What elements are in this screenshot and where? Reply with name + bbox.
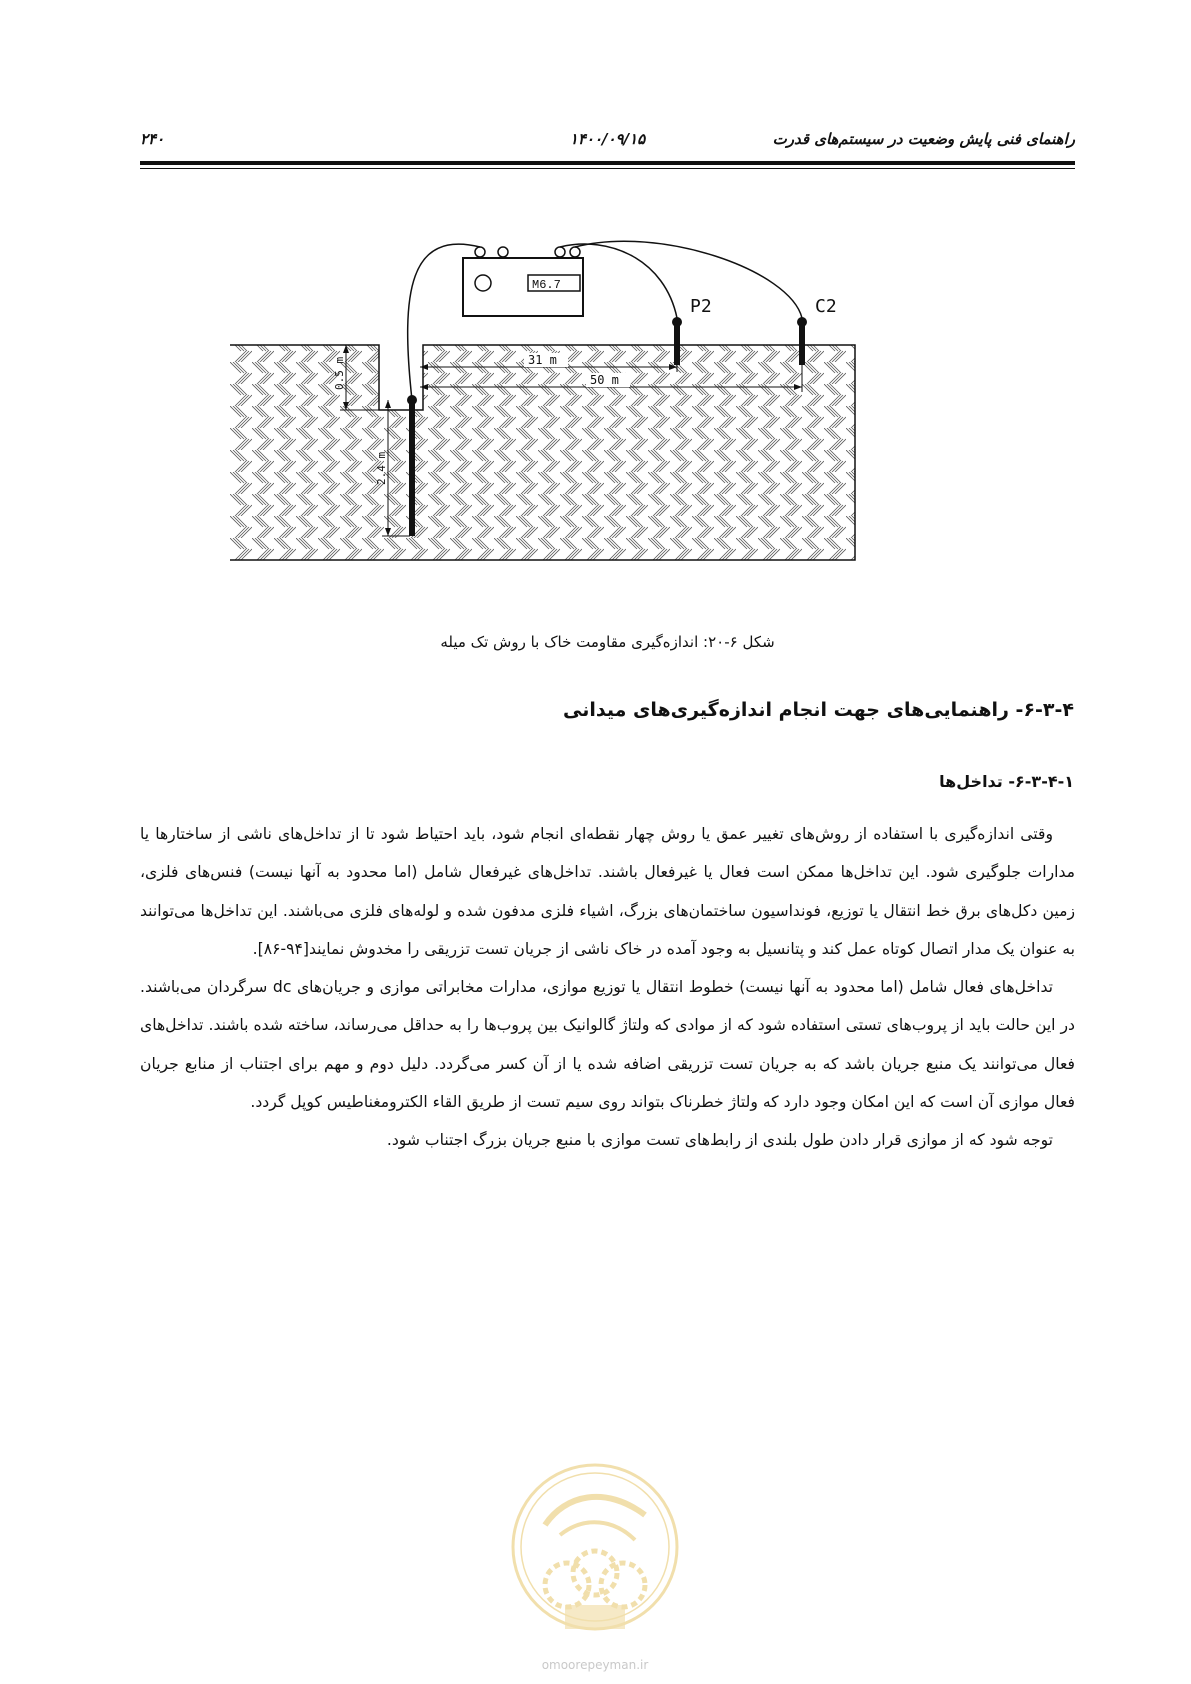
probe-c2	[799, 322, 805, 365]
paragraph: توجه شود که از موازی قرار دادن طول بلندی از رابط‌های تست موازی با منبع جریان بزرگ اجتناب شود.	[386, 1131, 1053, 1150]
driven-rod	[409, 400, 415, 536]
meter-reading: M6.7	[532, 278, 561, 292]
section-heading: ۶-۳-۴- راهنمایی‌های جهت انجام اندازه‌گیری‌های میدانی	[562, 699, 1074, 721]
figure-caption: شکل ۶-۲۰: اندازه‌گیری مقاومت خاک با روش تک میله	[440, 633, 775, 651]
paragraph: تداخل‌های فعال شامل (اما محدود به آنها نیست) خطوط انتقال یا توزیع موازی، مدارات مخابراتی موازی و جریان‌های dc سرگردان می‌باشند. در این حالت باید از پروب‌های تستی استفاده شود که از موادی که ولتاژ گالوانیک بین پروب‌ها را به حداقل می‌رساند، ساخته شده باشند. تداخل‌های فعال می‌توانند یک منبع جریان باشد که به جریان تست تزریقی اضافه شده یا از آن کسر می‌گردد. دلیل دوم و مهم برای اجتناب از منابع جریان فعال موازی آن است که این امکان وجود دارد که ولتاژ خطرناک بتواند روی سیم تست از طریق القاء الکترومغناطیس کوپل گردد.	[140, 978, 1075, 1112]
page-number: ۲۴۰	[140, 130, 165, 148]
label-p2: P2	[690, 296, 712, 317]
paragraph: وقتی اندازه‌گیری با استفاده از روش‌های تغییر عمق یا روش چهار نقطه‌ای انجام شود، باید احتیاط شود تا از تداخل‌های ناشی از ساختارها یا مدارات جلوگیری شود. این تداخل‌ها ممکن است فعال یا غیرفعال باشند. تداخل‌های غیرفعال شامل (اما محدود به آنها نیست) فنس‌های فلزی، زمین دکل‌های برق خط انتقال یا توزیع، فونداسیون ساختمان‌های بزرگ، اشیاء فلزی مدفون شده و لوله‌های فلزی می‌باشند. این تداخل‌ها می‌توانند به عنوان یک مدار اتصال کوتاه عمل کند و پتانسیل به وجود آمده در خاک ناشی از جریان تست تزریقی را مخدوش نمایند[۹۴-۸۶].	[140, 825, 1075, 958]
label-31m: 31 m	[528, 353, 557, 367]
body-text	[140, 815, 1075, 1160]
label-05m: 0.5 m	[333, 356, 346, 390]
watermark-site: omoorepeyman.ir	[541, 1658, 649, 1672]
soil-resistivity-figure	[230, 230, 870, 570]
header-date: ۱۴۰۰/۰۹/۱۵	[569, 130, 646, 148]
header-rule-thin	[140, 168, 1075, 169]
probe-p2	[674, 322, 680, 365]
page-header	[140, 128, 1075, 154]
label-24m: 2.4 m	[375, 451, 388, 485]
meter-knob	[475, 275, 491, 291]
label-50m: 50 m	[590, 373, 619, 387]
watermark-logo	[505, 1455, 685, 1645]
soil-block	[230, 345, 855, 560]
subsection-heading: ۶-۳-۴-۱- تداخل‌ها	[939, 772, 1074, 791]
header-title: راهنمای فنی پایش وضعیت در سیستم‌های قدرت	[772, 130, 1075, 148]
header-rule-thick	[140, 161, 1075, 165]
label-c2: C2	[815, 296, 837, 317]
